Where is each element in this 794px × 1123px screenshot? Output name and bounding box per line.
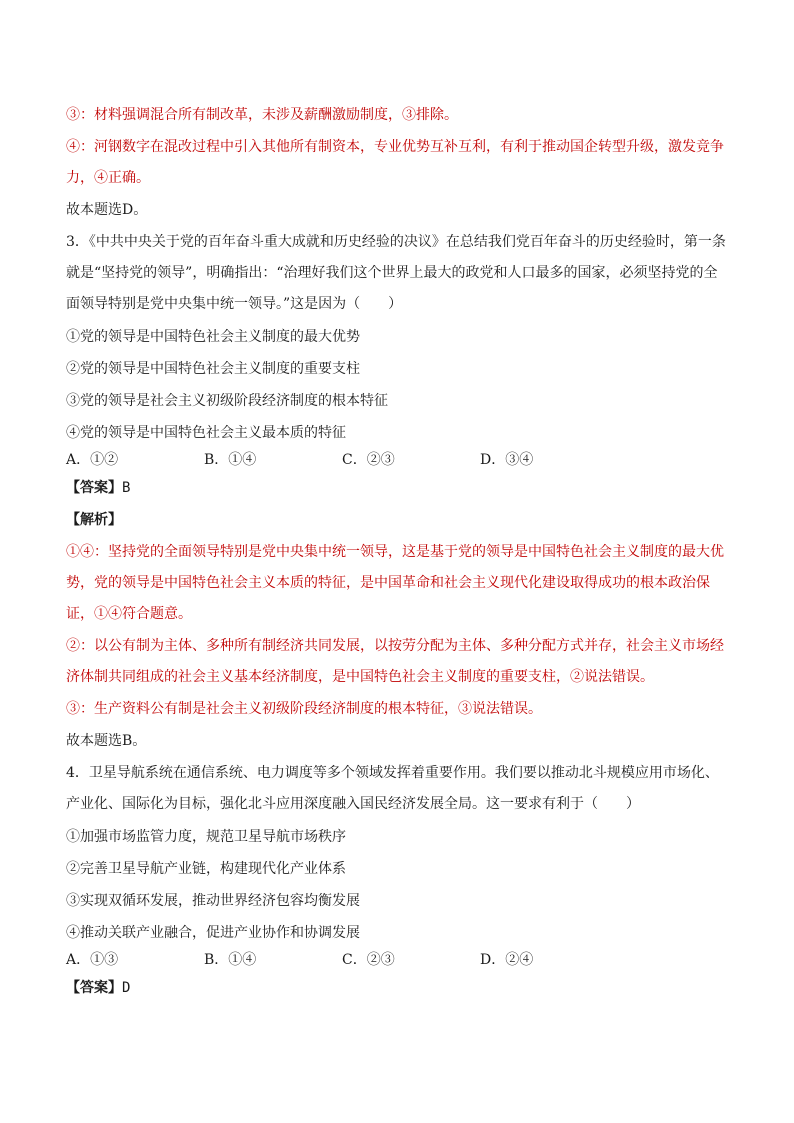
q4-item-2: ②完善卫星导航产业链，构建现代化产业体系 (66, 861, 346, 877)
q4-option-d: D．②④ (480, 952, 534, 968)
q3-conclusion: 故本题选B。 (66, 733, 147, 749)
q3-option-d: D．③④ (480, 452, 534, 468)
prev-analysis-4: ④：河钢数字在混改过程中引入其他所有制资本，专业优势互补互利，有利于推动国企转型升级，激发竞争力，④正确。 (66, 139, 724, 186)
q3-option-b: B．①④ (204, 452, 257, 468)
q3-answer-value: B (122, 480, 131, 496)
q4-option-c: C．②③ (342, 952, 395, 968)
prev-analysis-3: ③：材料强调混合所有制改革，未涉及薪酬激励制度，③排除。 (66, 107, 458, 123)
prev-conclusion: 故本题选D。 (66, 202, 148, 218)
q3-analysis-heading (66, 505, 730, 536)
q4-answer-value: D (122, 980, 131, 996)
q3-item-1: ①党的领导是中国特色社会主义制度的最大优势 (66, 329, 360, 345)
q3-answer (66, 473, 730, 504)
q4-items (66, 822, 730, 949)
q3-options (66, 450, 730, 471)
q3-analysis-1: ①④：坚持党的全面领导特别是党中央集中统一领导，这是基于党的领导是中国特色社会主义制度的最大优势，党的领导是中国特色社会主义本质的特征，是中国革命和社会主义现代化建设取得成功的根本政治保证，①④符合题意。 (66, 544, 724, 622)
q3-item-3: ③党的领导是社会主义初级阶段经济制度的根本特征 (66, 393, 388, 409)
q4-answer (66, 973, 730, 1004)
q3-analysis-3: ③：生产资料公有制是社会主义初级阶段经济制度的根本特征，③说法错误。 (66, 701, 542, 717)
q3-analysis-2: ②：以公有制为主体、多种所有制经济共同发展，以按劳分配为主体、多种分配方式并存，社会主义市场经济体制共同组成的社会主义基本经济制度，是中国特色社会主义制度的重要支柱，②说法错误。 (66, 638, 724, 685)
q3-option-a: A．①② (66, 452, 119, 468)
q4-answer-label: 【答案】 (66, 980, 122, 996)
q4-item-1: ①加强市场监管力度，规范卫星导航市场秩序 (66, 829, 346, 845)
q3-item-4: ④党的领导是中国特色社会主义最本质的特征 (66, 425, 346, 441)
q4-stem: 4．卫星导航系统在通信系统、电力调度等多个领域发挥着重要作用。我们要以推动北斗规模应用市场化、产业化、国际化为目标，强化北斗应用深度融入国民经济发展全局。这一要求有利于（ ） (66, 765, 719, 812)
q3-answer-label: 【答案】 (66, 480, 122, 496)
q4-option-b: B．①④ (204, 952, 257, 968)
q4-option-a: A．①③ (66, 952, 119, 968)
q3-items (66, 322, 730, 449)
q3-stem: 3．《中共中央关于党的百年奋斗重大成就和历史经验的决议》在总结我们党百年奋斗的历史经验时，第一条就是“坚持党的领导”，明确指出：“治理好我们这个世界上最大的政党和人口最多的国家，必须坚持党的全面领导特别是党中央集中统一领导。”这是因为（ ） (66, 234, 726, 312)
document-content (66, 100, 730, 1004)
q4-item-4: ④推动关联产业融合，促进产业协作和协调发展 (66, 925, 360, 941)
q4-options (66, 950, 730, 971)
q3-analysis-label: 【解析】 (66, 512, 122, 528)
q4-item-3: ③实现双循环发展，推动世界经济包容均衡发展 (66, 893, 360, 909)
q3-option-c: C．②③ (342, 452, 395, 468)
q3-item-2: ②党的领导是中国特色社会主义制度的重要支柱 (66, 361, 360, 377)
